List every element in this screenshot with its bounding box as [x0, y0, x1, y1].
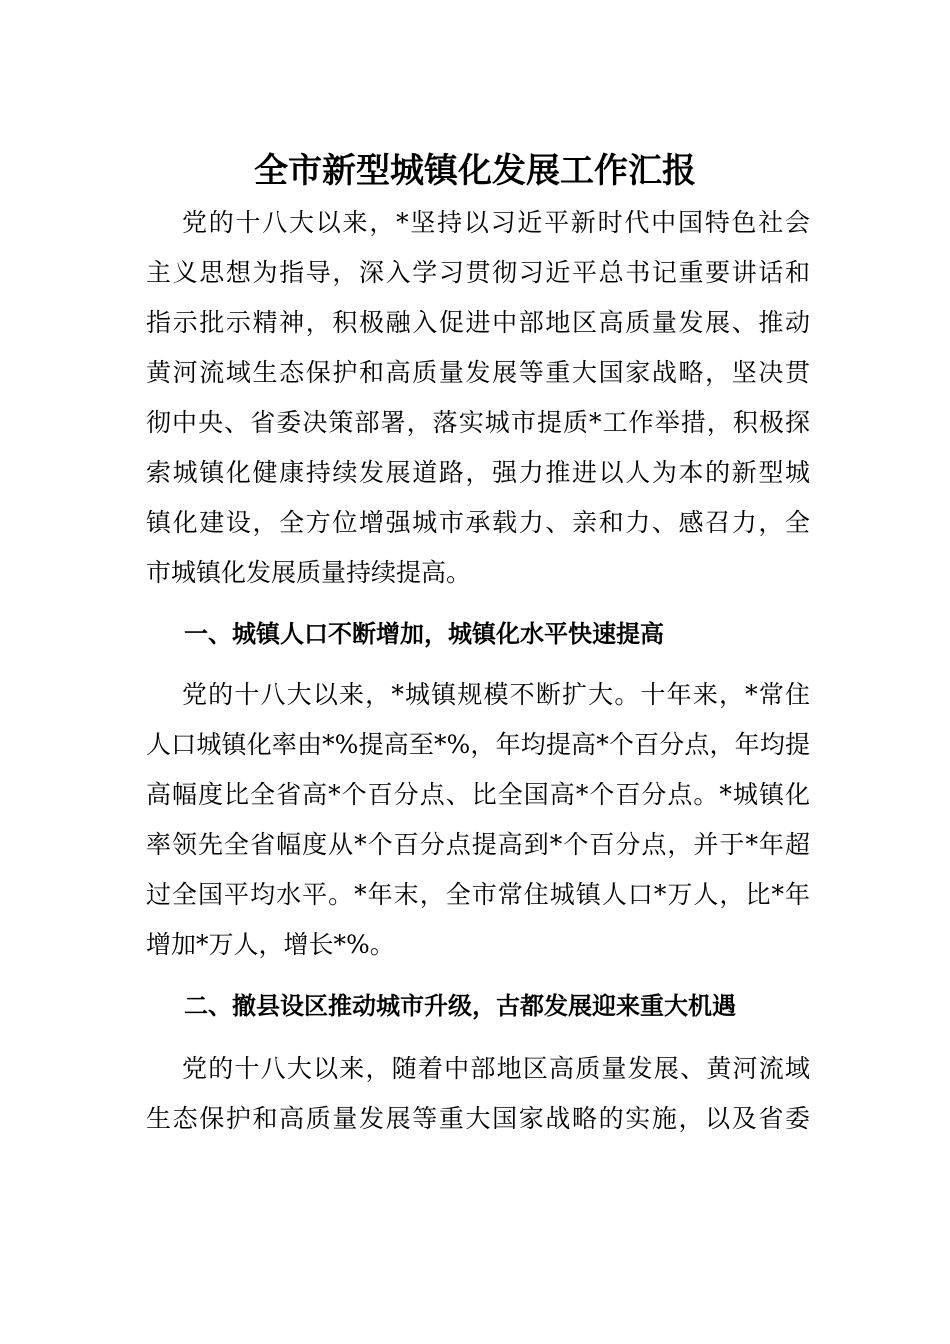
paragraph-line: 市城镇化发展质量持续提高。 — [146, 558, 472, 587]
paragraph-line: 生态保护和高质量发展等重大国家战略的实施，以及省委 — [146, 1104, 810, 1133]
paragraph-line: 彻中央、省委决策部署，落实城市提质*工作举措，积极探 — [146, 408, 810, 437]
paragraph-line: 率领先全省幅度从*个百分点提高到*个百分点，并于*年超 — [146, 830, 810, 859]
paragraph-line: 黄河流域生态保护和高质量发展等重大国家战略，坚决贯 — [146, 358, 810, 387]
paragraph-line: 主义思想为指导，深入学习贯彻习近平总书记重要讲话和 — [146, 258, 810, 287]
paragraph-line: 党的十八大以来，随着中部地区高质量发展、黄河流域 — [182, 1054, 810, 1083]
paragraph-line: 镇化建设，全方位增强城市承载力、亲和力、感召力，全 — [146, 508, 810, 537]
document-title: 全市新型城镇化发展工作汇报 — [254, 150, 696, 191]
paragraph-line: 党的十八大以来，*城镇规模不断扩大。十年来，*常住 — [182, 680, 810, 709]
section-heading-1: 一、城镇人口不断增加，城镇化水平快速提高 — [184, 620, 664, 648]
paragraph-line: 高幅度比全省高*个百分点、比全国高*个百分点。*城镇化 — [146, 780, 810, 809]
paragraph-line: 索城镇化健康持续发展道路，强力推进以人为本的新型城 — [146, 458, 810, 487]
intro-paragraph — [146, 198, 810, 598]
paragraph-line: 增加*万人，增长*%。 — [146, 930, 395, 959]
paragraph-line: 党的十八大以来，*坚持以习近平新时代中国特色社会 — [182, 208, 810, 237]
paragraph-line: 指示批示精神，积极融入促进中部地区高质量发展、推动 — [146, 308, 810, 337]
paragraph-line: 过全国平均水平。*年末，全市常住城镇人口*万人，比*年 — [146, 880, 810, 909]
section-2-paragraph — [146, 1044, 810, 1144]
section-1-paragraph — [146, 670, 810, 970]
section-heading-2: 二、撤县设区推动城市升级，古都发展迎来重大机遇 — [184, 992, 736, 1020]
paragraph-line: 人口城镇化率由*%提高至*%，年均提高*个百分点，年均提 — [146, 730, 810, 759]
